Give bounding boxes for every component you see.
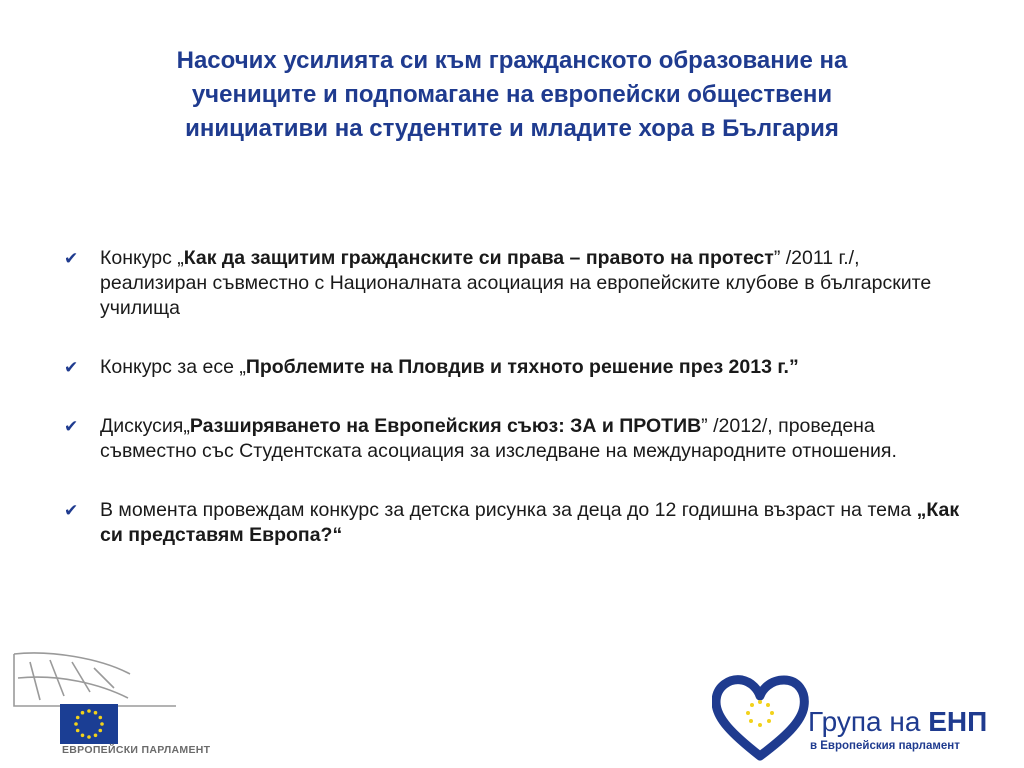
parliament-building-icon	[14, 653, 176, 706]
checkmark-icon: ✔	[64, 417, 79, 436]
epp-name-bold: ЕНП	[928, 706, 988, 737]
slide-title	[60, 44, 964, 146]
heart-icon	[716, 680, 804, 756]
checkmark-icon: ✔	[64, 249, 79, 268]
bullet-text-pre: Дискусия„	[100, 415, 190, 437]
title-line-1: Насочих усилията си към гражданското образование на	[176, 47, 848, 74]
ep-caption: ЕВРОПЕЙСКИ ПАРЛАМЕНТ	[62, 744, 211, 756]
checkmark-icon: ✔	[64, 501, 79, 520]
title-line-2: учениците и подпомагане на европейски обществени	[191, 81, 833, 108]
bullet-text-post: ” /2011 г./, реализиран съвместно с Националната асоциация на европейските клубове в българските училища	[100, 247, 932, 319]
bullet-item	[60, 246, 960, 321]
bullet-item	[60, 355, 960, 380]
bullet-text-pre: Конкурс „	[100, 247, 184, 269]
bullet-text-bold: Проблемите на Пловдив и тяхното решение през 2013 г.”	[245, 356, 799, 378]
bullet-text-post: ” /2012/, проведена съвместно със Студентската асоциация за изследване на международните отношения.	[100, 415, 897, 462]
epp-name-prefix: Група на	[808, 706, 929, 737]
bullet-text-bold: „Как си представям Европа?“	[100, 499, 960, 546]
bullet-list	[60, 246, 960, 548]
epp-stars-icon	[746, 700, 774, 727]
checkmark-icon: ✔	[64, 358, 79, 377]
bullet-text-bold: Как да защитим гражданските си права – правото на протест	[183, 247, 774, 269]
bullet-text-pre: В момента провеждам конкурс за детска рисунка за деца до 12 годишна възраст на тема	[100, 499, 917, 521]
epp-group-name	[808, 706, 987, 738]
title-line-3: инициативи на студентите и младите хора в България	[185, 115, 839, 142]
bullet-item	[60, 414, 960, 464]
bullet-text-bold: Разширяването на Европейския съюз: ЗА и ПРОТИВ	[189, 415, 702, 437]
bullet-text-pre: Конкурс за есе „	[100, 356, 246, 378]
european-parliament-logo	[10, 648, 210, 758]
bullet-item	[60, 498, 960, 548]
epp-subtitle: в Европейския парламент	[810, 740, 960, 752]
